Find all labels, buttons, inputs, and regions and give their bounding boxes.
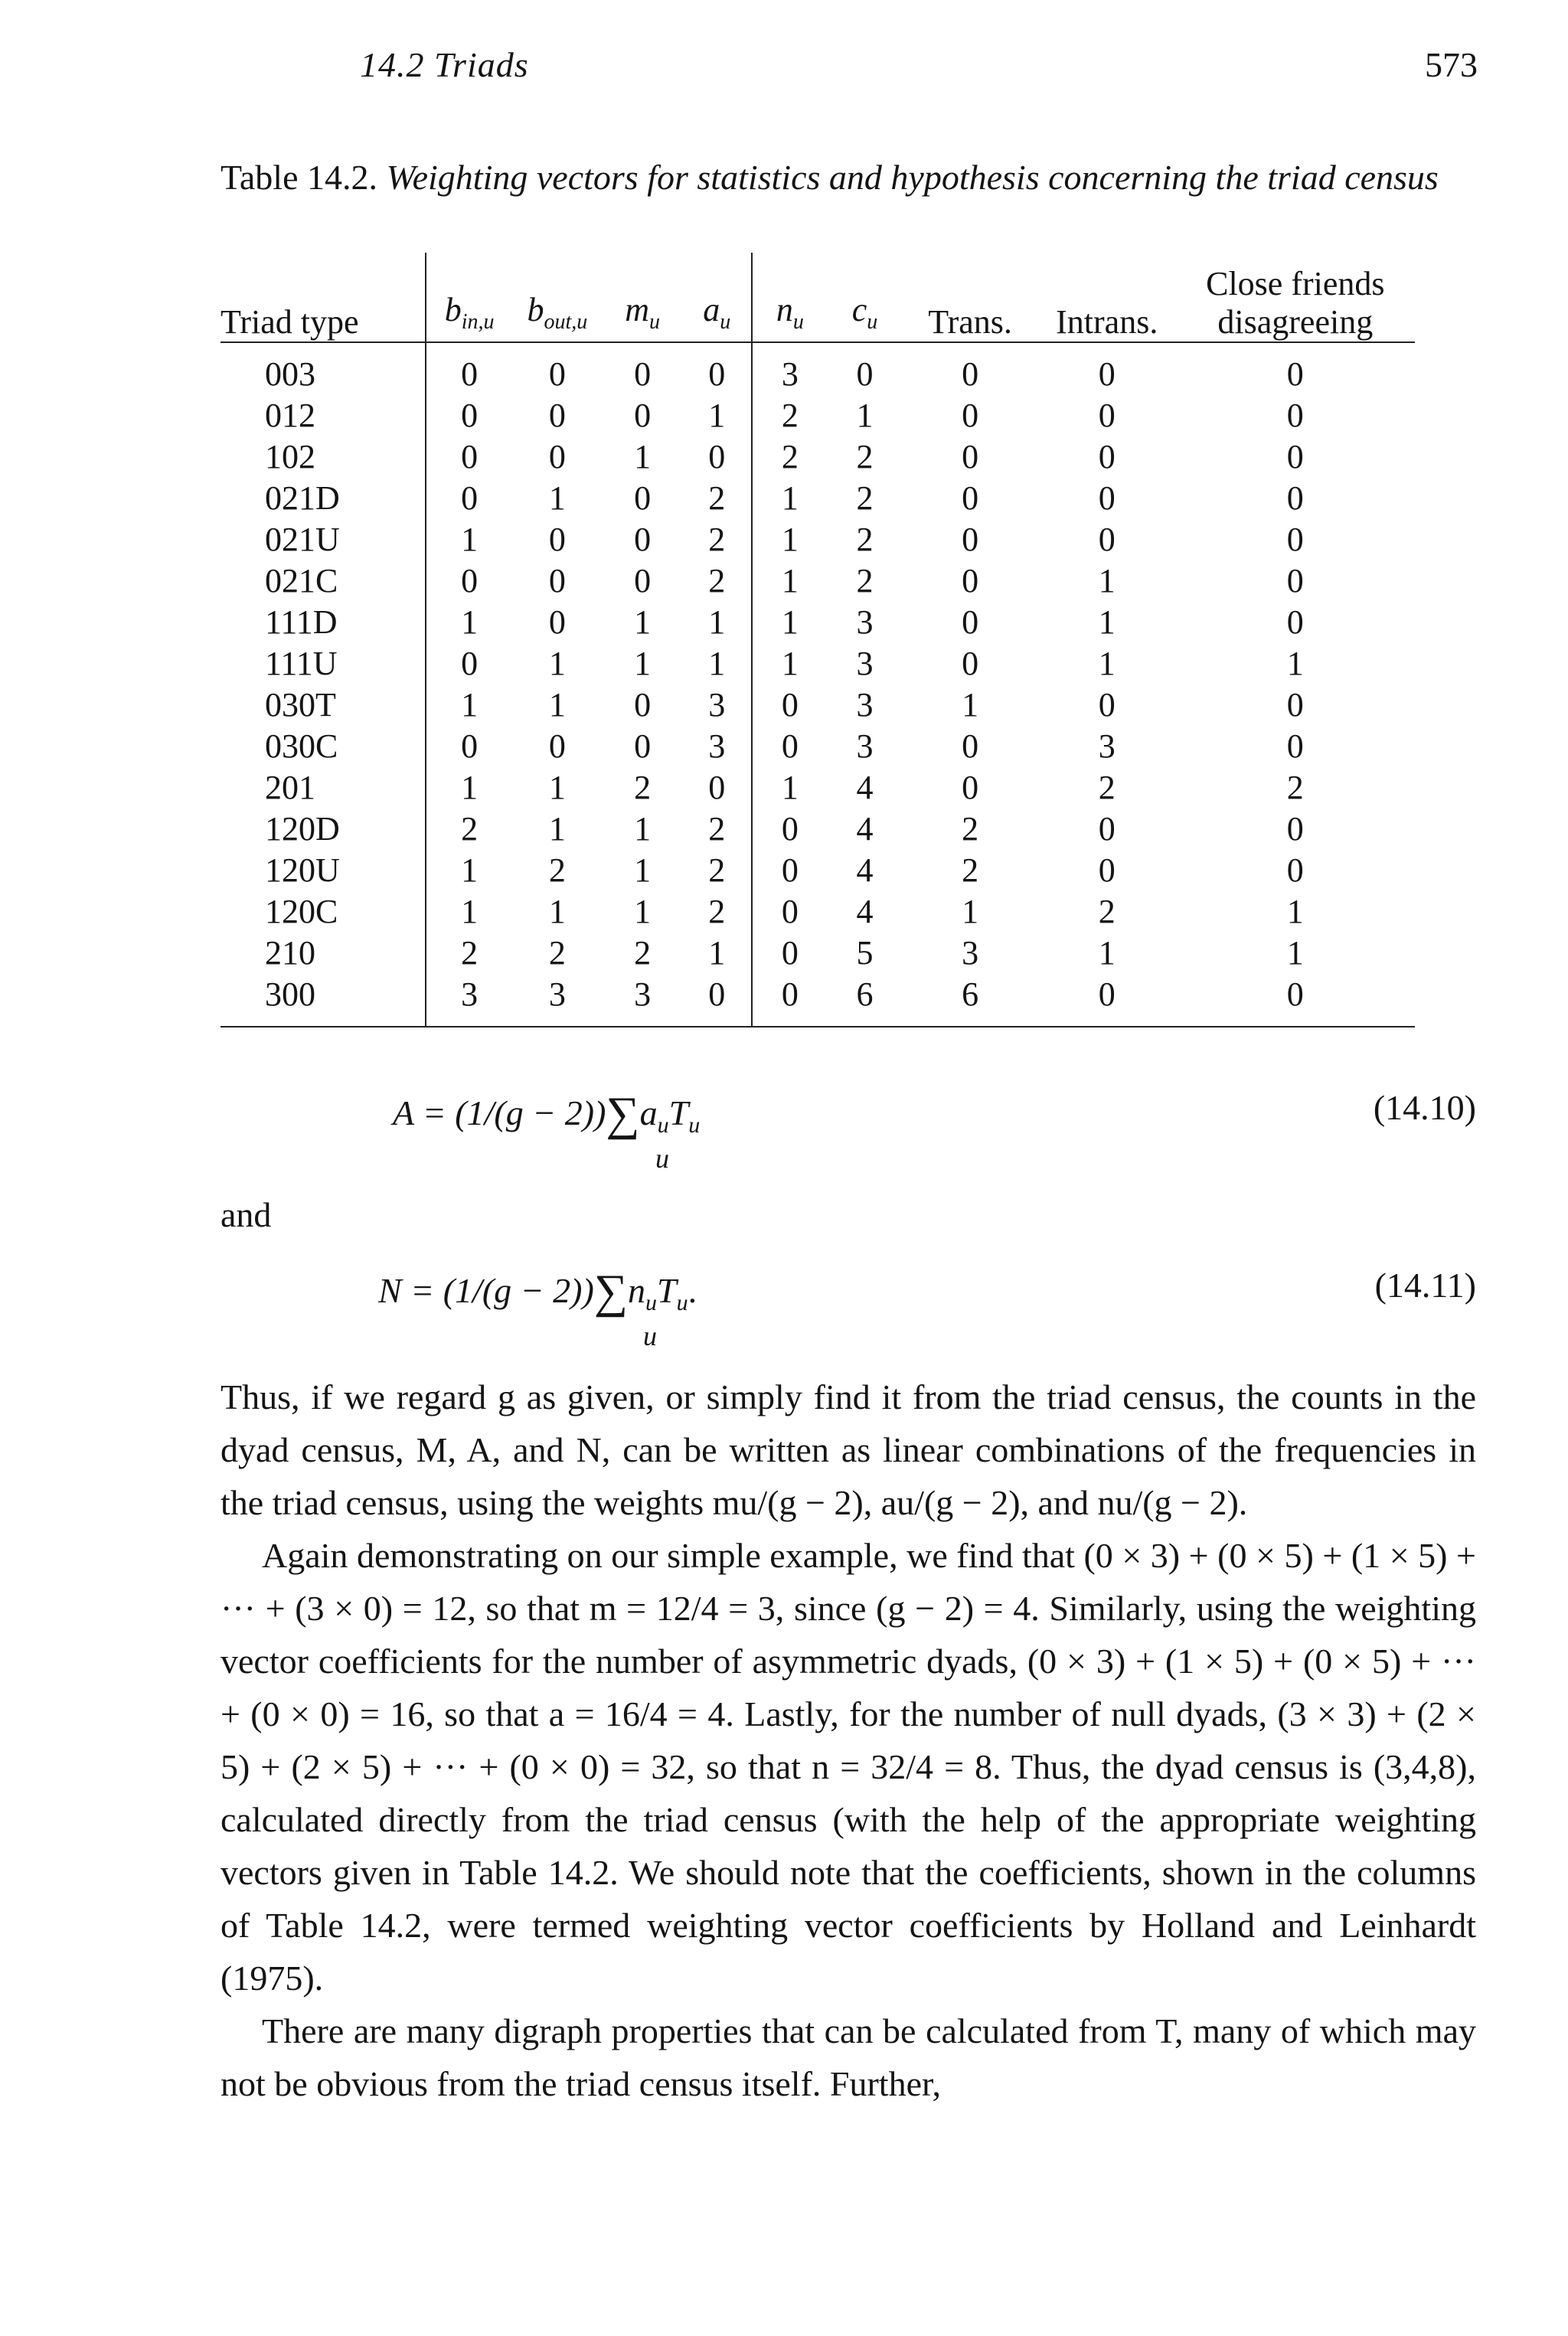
table-cell: 1 <box>548 645 566 682</box>
table-row <box>220 809 1415 850</box>
table-cell: 0 <box>634 727 652 765</box>
table-cell: 0 <box>1098 397 1116 434</box>
header-m: $m_u$ <box>625 291 660 334</box>
table-cell: 1 <box>548 769 566 806</box>
table-cell: 2 <box>682 809 752 850</box>
triad-type-cell: 210 <box>220 933 426 974</box>
table-cell: 2 <box>461 934 479 972</box>
table-cell: 3 <box>548 975 566 1013</box>
table-cell: 0 <box>461 438 479 475</box>
table-cell: 1 <box>962 893 979 930</box>
table-cell: 0 <box>548 521 566 558</box>
table-cell: 1 <box>1286 893 1304 930</box>
triad-type-cell: 120D <box>220 809 426 850</box>
triad-type-cell: 012 <box>220 395 426 436</box>
table-row <box>220 767 1415 809</box>
table-row <box>220 560 1415 602</box>
table-row <box>220 643 1415 684</box>
table-cell: 1 <box>781 479 799 517</box>
equation-number-14-10: (14.10) <box>1373 1088 1476 1127</box>
table-cell: 2 <box>461 810 479 848</box>
table-cell: 1 <box>634 810 652 848</box>
eq2-lhs: N = (1/(g − 2)) <box>378 1271 594 1310</box>
table-cell: 0 <box>962 645 979 682</box>
table-cell: 0 <box>962 521 979 558</box>
header-trans: Trans. <box>928 303 1012 341</box>
table-cell: 2 <box>1098 893 1116 930</box>
table-cell: 2 <box>962 851 979 889</box>
header-b-out: $b_{out,u}$ <box>527 291 588 334</box>
triad-type-cell: 030C <box>220 726 426 767</box>
table-cell: 2 <box>682 560 752 602</box>
table-cell: 1 <box>461 893 479 930</box>
table-cell: 0 <box>781 851 799 889</box>
paragraph-1: Thus, if we regard g as given, or simply find it from the triad census, the counts in the dyad census, M, A, and N, can be written as linear combinations of the frequencies in the triad census, using the weights mu/(g − 2), au/(g − 2), and nu/(g − 2). <box>220 1377 1476 1522</box>
header-b-in: $b_{in,u}$ <box>444 291 495 334</box>
table-cell: 0 <box>461 479 479 517</box>
table-caption <box>220 153 1476 202</box>
table-cell: 0 <box>548 438 566 475</box>
header-intrans: Intrans. <box>1056 303 1158 341</box>
paragraph-3: There are many digraph properties that can be calculated from T, many of which may not be obvious from the triad census itself. Further, <box>220 2011 1476 2103</box>
triad-type-cell: 201 <box>220 767 426 809</box>
table-cell: 1 <box>962 686 979 724</box>
table-cell: 1 <box>1098 934 1116 972</box>
table-cell: 1 <box>856 397 874 434</box>
table-cell: 2 <box>962 810 979 848</box>
table-cell: 0 <box>1098 851 1116 889</box>
table-cell: 1 <box>634 893 652 930</box>
table-cell: 0 <box>1286 355 1304 393</box>
table-cell: 0 <box>548 727 566 765</box>
header-close-friends: Close friends disagreeing <box>1206 265 1385 341</box>
table-cell: 0 <box>682 974 752 1027</box>
table-cell: 1 <box>781 521 799 558</box>
table-cell: 0 <box>682 767 752 809</box>
table-cell: 1 <box>781 603 799 641</box>
table-cell: 3 <box>682 726 752 767</box>
table-cell: 0 <box>461 397 479 434</box>
table-cell: 3 <box>962 934 979 972</box>
table-cell: 2 <box>1098 769 1116 806</box>
table-cell: 0 <box>548 562 566 600</box>
table-cell: 0 <box>856 355 874 393</box>
table-cell: 0 <box>1286 810 1304 848</box>
table-cell: 0 <box>1286 397 1304 434</box>
header-n: $n_u$ <box>776 291 804 334</box>
table-cell: 1 <box>781 769 799 806</box>
eq1-lhs: A = (1/(g − 2)) <box>393 1093 606 1132</box>
table-cell: 0 <box>962 769 979 806</box>
table-cell: 1 <box>1286 645 1304 682</box>
table-cell: 0 <box>1286 727 1304 765</box>
table-row <box>220 342 1415 395</box>
table-cell: 1 <box>634 851 652 889</box>
table-cell: 1 <box>682 602 752 643</box>
table-cell: 0 <box>962 562 979 600</box>
weighting-vector-table <box>220 253 1415 1028</box>
table-row <box>220 684 1415 726</box>
table-row <box>220 602 1415 643</box>
table-cell: 3 <box>856 603 874 641</box>
table-row <box>220 395 1415 436</box>
table-cell: 0 <box>1286 521 1304 558</box>
table-cell: 1 <box>634 438 652 475</box>
table-row <box>220 478 1415 519</box>
equation-14-10: $A = (1/(g - 2))\sum a_uT_u$ u (14.10) <box>393 1088 1476 1174</box>
table-cell: 1 <box>548 810 566 848</box>
table-cell: 0 <box>962 479 979 517</box>
table-cell: 0 <box>1286 603 1304 641</box>
triad-type-cell: 120U <box>220 850 426 891</box>
table-cell: 1 <box>461 521 479 558</box>
table-cell: 0 <box>461 562 479 600</box>
table-cell: 0 <box>781 727 799 765</box>
triad-type-cell: 021U <box>220 519 426 560</box>
table-cell: 6 <box>962 975 979 1013</box>
triad-type-cell: 120C <box>220 891 426 933</box>
table-cell: 0 <box>1286 479 1304 517</box>
table-cell: 3 <box>781 355 799 393</box>
triad-type-cell: 111D <box>220 602 426 643</box>
table-cell: 1 <box>682 395 752 436</box>
table-cell: 0 <box>1098 810 1116 848</box>
table-cell: 0 <box>1098 479 1116 517</box>
table-cell: 0 <box>1286 562 1304 600</box>
table-cell: 0 <box>634 479 652 517</box>
table-cell: 1 <box>682 933 752 974</box>
table-cell: 1 <box>461 603 479 641</box>
table-cell: 0 <box>962 355 979 393</box>
table-cell: 2 <box>1286 769 1304 806</box>
triad-type-cell: 300 <box>220 974 426 1027</box>
table-cell: 3 <box>682 684 752 726</box>
table-cell: 2 <box>682 478 752 519</box>
table-cell: 1 <box>781 645 799 682</box>
equation-number-14-11: (14.11) <box>1374 1266 1476 1305</box>
header-c: $c_u$ <box>851 291 878 334</box>
table-row <box>220 933 1415 974</box>
table-cell: 4 <box>856 893 874 930</box>
table-cell: 3 <box>1098 727 1116 765</box>
table-cell: 0 <box>781 810 799 848</box>
sum-symbol: ∑ <box>593 1266 629 1318</box>
table-cell: 0 <box>1286 975 1304 1013</box>
paragraph-2: Again demonstrating on our simple example, we find that (0 × 3) + (0 × 5) + (1 × 5) + ··· + (3 × 0) = 12, so that m = 12/4 = 3, since (g − 2) = 4. Similarly, using the weighting vector coefficients for the number of asymmetric dyads, (0 × 3) + (1 × 5) + (0 × 5) + ··· + (0 × 0) = 16, so that a = 16/4 = 4. Lastly, for the number of null dyads, (3 × 3) + (2 × 5) + (2 × 5) + ··· + (0 × 0) = 32, so that n = 32/4 = 8. Thus, the dyad census is (3,4,8), calculated directly from the triad census (with the help of the appropriate weighting vectors given in Table 14.2. We should note that the coefficients, shown in the columns of Table 14.2, were termed weighting vector coefficients by Holland and Leinhardt (1975). <box>220 1536 1476 1998</box>
body-text <box>220 1371 1476 2110</box>
table-cell: 4 <box>856 851 874 889</box>
table-cell: 1 <box>1098 562 1116 600</box>
table-cell: 0 <box>461 355 479 393</box>
table-cell: 0 <box>781 975 799 1013</box>
table-cell: 1 <box>634 603 652 641</box>
table-cell: 0 <box>548 355 566 393</box>
sum-symbol: ∑ <box>606 1088 640 1140</box>
table-cell: 0 <box>682 342 752 395</box>
equation-14-11: $N = (1/(g - 2))\sum n_uT_u$. u (14.11) <box>378 1266 1476 1351</box>
table-cell: 2 <box>781 397 799 434</box>
table-cell: 0 <box>1098 686 1116 724</box>
triad-type-cell: 111U <box>220 643 426 684</box>
table-cell: 1 <box>548 893 566 930</box>
running-head: 14.2 Triads <box>360 45 529 84</box>
table-cell: 0 <box>634 562 652 600</box>
page-header <box>360 44 1478 98</box>
table-cell: 2 <box>548 934 566 972</box>
table-cell: 0 <box>461 727 479 765</box>
table-cell: 1 <box>461 851 479 889</box>
table-cell: 1 <box>548 686 566 724</box>
table-row <box>220 891 1415 933</box>
and-connector: and <box>220 1195 272 1234</box>
table-body <box>220 342 1415 1027</box>
table-row <box>220 726 1415 767</box>
table-cell: 5 <box>856 934 874 972</box>
table-row <box>220 850 1415 891</box>
table-cell: 2 <box>781 438 799 475</box>
table-cell: 3 <box>856 727 874 765</box>
table-cell: 1 <box>682 643 752 684</box>
table-cell: 0 <box>634 397 652 434</box>
table-cell: 1 <box>781 562 799 600</box>
table-cell: 3 <box>461 975 479 1013</box>
table-cell: 1 <box>634 645 652 682</box>
table-cell: 2 <box>856 562 874 600</box>
table-cell: 0 <box>461 645 479 682</box>
header-triad-type: Triad type <box>220 253 426 342</box>
eq1-sum-index: u <box>655 1143 669 1174</box>
table-cell: 0 <box>1286 851 1304 889</box>
header-a: $a_u$ <box>682 253 752 342</box>
table-cell: 1 <box>461 686 479 724</box>
table-cell: 4 <box>856 769 874 806</box>
table-cell: 0 <box>1098 355 1116 393</box>
table-header-row <box>220 253 1415 342</box>
triad-type-cell: 021D <box>220 478 426 519</box>
table-cell: 0 <box>781 934 799 972</box>
table-caption-text: Weighting vectors for statistics and hypothesis concerning the triad census <box>386 158 1439 197</box>
table-row <box>220 519 1415 560</box>
table-cell: 1 <box>1286 934 1304 972</box>
table-cell: 0 <box>1098 438 1116 475</box>
table-cell: 1 <box>548 479 566 517</box>
table-cell: 0 <box>634 355 652 393</box>
table-cell: 1 <box>1098 645 1116 682</box>
table-cell: 6 <box>856 975 874 1013</box>
triad-type-cell: 102 <box>220 436 426 478</box>
table-cell: 3 <box>856 686 874 724</box>
table-cell: 0 <box>781 893 799 930</box>
table-cell: 0 <box>781 686 799 724</box>
table-row <box>220 436 1415 478</box>
table-cell: 0 <box>1098 521 1116 558</box>
table-cell: 2 <box>634 934 652 972</box>
table-cell: 0 <box>634 686 652 724</box>
table-cell: 2 <box>548 851 566 889</box>
table-cell: 0 <box>962 727 979 765</box>
table-cell: 0 <box>682 436 752 478</box>
table-cell: 0 <box>548 397 566 434</box>
table-cell: 0 <box>962 603 979 641</box>
table-row <box>220 974 1415 1027</box>
triad-type-cell: 030T <box>220 684 426 726</box>
table-cell: 2 <box>856 438 874 475</box>
table-cell: 0 <box>962 438 979 475</box>
table-cell: 2 <box>682 519 752 560</box>
page-number: 573 <box>1425 45 1478 84</box>
triad-type-cell: 003 <box>220 342 426 395</box>
table-cell: 4 <box>856 810 874 848</box>
table-cell: 2 <box>682 891 752 933</box>
table-label: Table 14.2. <box>220 158 378 197</box>
table-cell: 0 <box>962 397 979 434</box>
table-cell: 2 <box>634 769 652 806</box>
table-cell: 0 <box>548 603 566 641</box>
table-cell: 2 <box>682 850 752 891</box>
table-cell: 3 <box>856 645 874 682</box>
table-cell: 1 <box>461 769 479 806</box>
table-cell: 0 <box>634 521 652 558</box>
triad-type-cell: 021C <box>220 560 426 602</box>
table-cell: 0 <box>1098 975 1116 1013</box>
table-cell: 0 <box>1286 686 1304 724</box>
table-cell: 0 <box>1286 438 1304 475</box>
table-cell: 3 <box>634 975 652 1013</box>
eq2-sum-index: u <box>643 1321 657 1351</box>
table-cell: 2 <box>856 521 874 558</box>
table-cell: 1 <box>1098 603 1116 641</box>
table-cell: 2 <box>856 479 874 517</box>
